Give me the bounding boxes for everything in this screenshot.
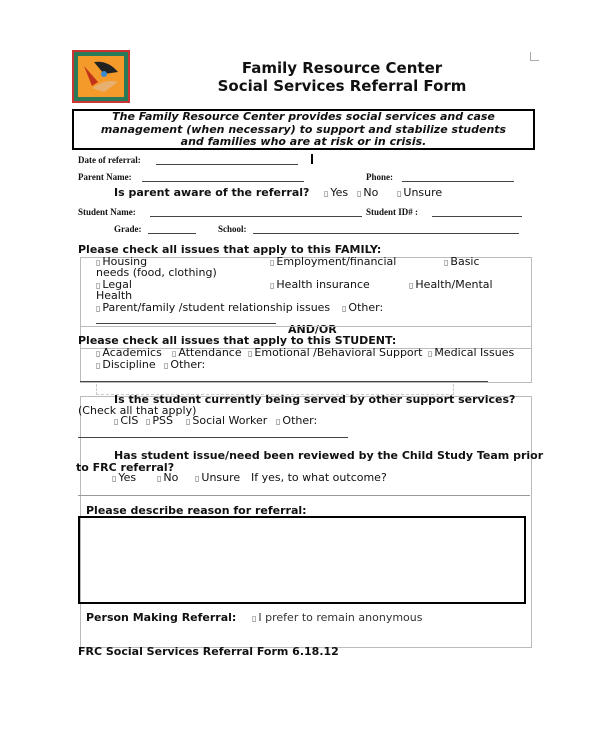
checkbox-icon: ▯	[96, 258, 101, 267]
checkbox-icon: ▯	[96, 281, 101, 290]
checkbox-icon: ▯	[157, 474, 162, 483]
checkbox-icon: ▯	[409, 281, 414, 290]
option-label: No	[363, 186, 379, 199]
aware-yes[interactable]	[324, 186, 348, 199]
option-label: Yes	[118, 471, 137, 484]
support-cis[interactable]	[114, 414, 138, 427]
phone-field[interactable]	[402, 181, 514, 182]
mission-box	[72, 109, 535, 150]
student-discipline[interactable]	[96, 358, 156, 371]
checkbox-icon: ▯	[96, 349, 101, 358]
option-label-continued: Health	[96, 289, 133, 302]
checkbox-icon: ▯	[248, 349, 253, 358]
student-id-label: Student ID# :	[366, 207, 419, 217]
option-label: Academics	[102, 346, 162, 359]
option-label: Unsure	[403, 186, 443, 199]
checkbox-icon: ▯	[186, 417, 191, 426]
checkbox-icon: ▯	[428, 349, 433, 358]
checkbox-icon: ▯	[324, 189, 329, 198]
checkbox-icon: ▯	[164, 361, 169, 370]
option-label: Medical Issues	[434, 346, 515, 359]
cst-question-line-2: to FRC referral?	[76, 461, 175, 474]
support-social-worker[interactable]	[186, 414, 267, 427]
option-label: Parent/family /student relationship issues	[102, 301, 331, 314]
option-label: Health insurance	[276, 278, 370, 291]
option-label: Social Worker	[192, 414, 268, 427]
option-label: Legal	[102, 278, 132, 291]
checkbox-icon: ▯	[146, 417, 151, 426]
student-name-label: Student Name:	[78, 207, 136, 217]
checkbox-icon: ▯	[342, 304, 347, 313]
student-medical[interactable]	[428, 346, 514, 359]
option-label: Other:	[348, 301, 384, 314]
anonymous-option[interactable]	[252, 611, 422, 624]
cst-no[interactable]	[157, 471, 178, 484]
text-cursor	[311, 154, 313, 164]
option-label: No	[163, 471, 179, 484]
student-emotional[interactable]	[248, 346, 423, 359]
family-other-field[interactable]	[96, 323, 276, 324]
grade-label: Grade:	[114, 224, 142, 234]
student-other[interactable]	[164, 358, 205, 371]
family-health-insurance[interactable]	[270, 278, 370, 291]
checkbox-icon: ▯	[96, 304, 101, 313]
school-field[interactable]	[253, 233, 519, 234]
cst-followup: If yes, to what outcome?	[251, 471, 387, 484]
student-heading: Please check all issues that apply to this STUDENT:	[78, 334, 397, 347]
grade-field[interactable]	[148, 233, 196, 234]
option-label: Attendance	[178, 346, 242, 359]
option-label: Emotional /Behavioral Support	[254, 346, 423, 359]
mission-line: The Family Resource Center provides social services and case	[112, 110, 495, 123]
checkbox-icon: ▯	[357, 189, 362, 198]
title-line-2: Social Services Referral Form	[217, 77, 467, 95]
reason-textarea[interactable]	[78, 516, 526, 604]
phone-label: Phone:	[366, 172, 393, 182]
mission-line: and families who are at risk or in crisis.	[180, 135, 427, 148]
family-relationship[interactable]	[96, 301, 330, 314]
checkbox-icon: ▯	[96, 361, 101, 370]
aware-question: Is parent aware of the referral?	[114, 186, 310, 199]
checkbox-icon: ▯	[114, 417, 119, 426]
option-label: Discipline	[102, 358, 156, 371]
cst-unsure[interactable]	[195, 471, 240, 484]
family-employment[interactable]	[270, 255, 396, 268]
date-field[interactable]	[156, 164, 298, 165]
option-label: Yes	[330, 186, 349, 199]
family-basic-needs[interactable]	[444, 255, 480, 268]
checkbox-icon: ▯	[112, 474, 117, 483]
option-label: Housing	[102, 255, 148, 268]
support-pss[interactable]	[146, 414, 173, 427]
option-label: Unsure	[201, 471, 241, 484]
checkbox-icon: ▯	[397, 189, 402, 198]
checkbox-icon: ▯	[276, 417, 281, 426]
aware-unsure[interactable]	[397, 186, 442, 199]
support-other-field[interactable]	[78, 437, 348, 438]
option-label: I prefer to remain anonymous	[258, 611, 423, 624]
option-label-continued: needs (food, clothing)	[96, 266, 217, 279]
checkbox-icon: ▯	[252, 614, 257, 623]
support-other[interactable]	[276, 414, 317, 427]
support-note: (Check all that apply)	[78, 404, 197, 417]
student-id-field[interactable]	[432, 216, 522, 217]
parent-name-label: Parent Name:	[78, 172, 132, 182]
option-label: Employment/financial	[276, 255, 397, 268]
margin-mark	[530, 52, 539, 61]
parent-name-field[interactable]	[142, 181, 304, 182]
cst-yes[interactable]	[112, 471, 136, 484]
checkbox-icon: ▯	[172, 349, 177, 358]
option-label: PSS	[152, 414, 174, 427]
date-label: Date of referral:	[78, 155, 141, 165]
school-label: School:	[218, 224, 247, 234]
student-name-field[interactable]	[150, 216, 362, 217]
cst-question-line-1: Has student issue/need been reviewed by the Child Study Team prior	[114, 449, 544, 462]
family-other[interactable]	[342, 301, 383, 314]
footer-text: FRC Social Services Referral Form 6.18.12	[78, 645, 339, 658]
option-label: Other:	[282, 414, 318, 427]
title-line-1: Family Resource Center	[241, 59, 443, 77]
person-label: Person Making Referral:	[86, 611, 237, 624]
student-other-field[interactable]	[80, 381, 488, 382]
checkbox-icon: ▯	[270, 281, 275, 290]
aware-no[interactable]	[357, 186, 378, 199]
mission-line: management (when necessary) to support and stabilize students	[100, 122, 507, 136]
option-label: Basic	[450, 255, 480, 268]
family-heading: Please check all issues that apply to this FAMILY:	[78, 243, 382, 256]
family-mental-health[interactable]	[409, 278, 493, 291]
reason-label: Please describe reason for referral:	[86, 504, 307, 517]
and-or-label: AND/OR	[288, 323, 337, 336]
option-label: CIS	[120, 414, 139, 427]
checkbox-icon: ▯	[444, 258, 449, 267]
option-label: Other:	[170, 358, 206, 371]
support-question: Is the student currently being served by other support services?	[114, 393, 516, 406]
option-label: Health/Mental	[415, 278, 493, 291]
checkbox-icon: ▯	[195, 474, 200, 483]
cst-outcome-field[interactable]	[78, 495, 530, 496]
checkbox-icon: ▯	[270, 258, 275, 267]
